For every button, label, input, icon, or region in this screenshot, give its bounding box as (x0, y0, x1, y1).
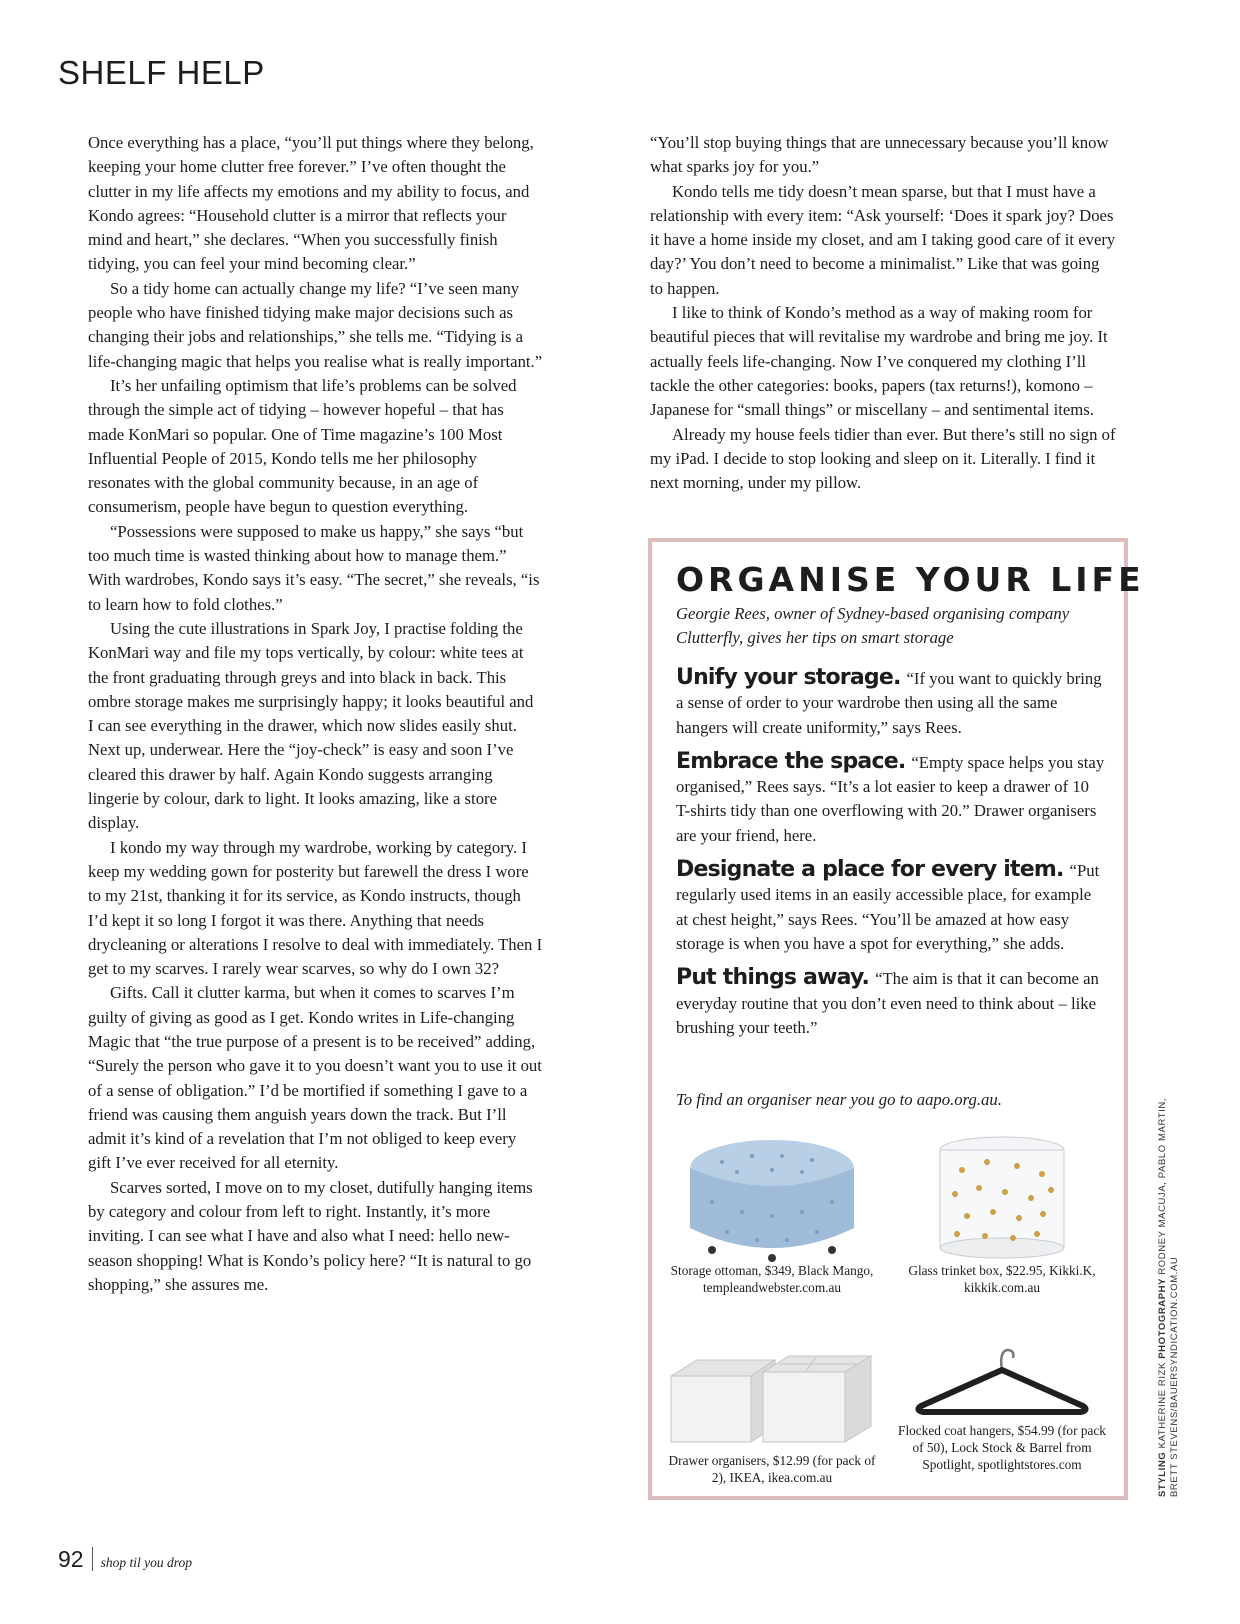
left-column (88, 131, 543, 1297)
product-caption: Drawer organisers, $12.99 (for pack of 2), IKEA, ikea.com.au (668, 1453, 876, 1485)
body-paragraph: I kondo my way through my wardrobe, working by category. I keep my wedding gown for posterity but farewell the dress I wore to my 21st, thanking it for its service, as Kondo instructs, though I’d kept it so long I forgot it was there. Anything that needs drycleaning or alterations I resolve to deal with immediately. Then I get to my scarves. I rarely wear scarves, so why do I own 32? (88, 837, 543, 979)
product-glass-trinket-box (892, 1132, 1112, 1296)
product-caption: Glass trinket box, $22.95, Kikki.K, kikkik.com.au (908, 1263, 1096, 1295)
organiser-link-text: To find an organiser near you go to aapo.org.au. (676, 1090, 1002, 1109)
trinket-box-image (927, 1132, 1077, 1262)
footer-divider (92, 1547, 93, 1571)
tip-item (676, 750, 1106, 848)
tip-title: Put things away. (676, 965, 870, 991)
body-paragraph: So a tidy home can actually change my life? “I’ve seen many people who have finished tidying make major decisions such as changing their jobs and relationships,” she tells me. “Tidying is a life-changing magic that helps you realise what is really important.” (88, 278, 543, 371)
body-paragraph: Once everything has a place, “you’ll put things where they belong, keeping your home clutter free forever.” I’ve often thought the clutter in my life affects my emotions and my ability to focus, and Kondo agrees: “Household clutter is a mirror that reflects your mind and heart,” she declares. “When you successfully finish tidying, you can feel your mind becoming clear.” (88, 133, 534, 274)
ottoman-image (682, 1132, 862, 1262)
credit-photo-names: RODNEY MACUJA, PABLO MARTIN, BRETT STEVENS/BAUERSYNDICATION.COM.AU (1157, 1097, 1180, 1497)
product-drawer-organisers (660, 1342, 884, 1486)
tip-item (676, 858, 1106, 956)
coat-hanger-image (907, 1342, 1097, 1422)
body-paragraph: Gifts. Call it clutter karma, but when it comes to scarves I’m guilty of giving as good as I get. Kondo writes in Life-changing Magic that “the true purpose of a present is to be received” adding, “Surely the person who gave it to you doesn’t want you to use it out of a sense of obligation.” I’d be mortified if something I gave to a friend was causing them anguish years down the track. But I’ll admit it’s kind of a revelation that I’m not obliged to keep every gift I’ve ever received for all eternity. (88, 983, 542, 1173)
page-footer (58, 1546, 192, 1573)
tip-item (676, 666, 1106, 740)
sidebar-intro: Georgie Rees, owner of Sydney-based organising company Clutterfly, gives her tips on smart storage (676, 604, 1070, 648)
product-caption: Storage ottoman, $349, Black Mango, templeandwebster.com.au (670, 1263, 874, 1295)
tip-item (676, 966, 1106, 1040)
product-caption: Flocked coat hangers, $54.99 (for pack of 50), Lock Stock & Barrel from Spotlight, spotlightstores.com (898, 1423, 1106, 1472)
page-number: 92 (58, 1546, 84, 1572)
right-column (650, 131, 1116, 495)
credit-styling-label: STYLING (1157, 1451, 1168, 1497)
drawer-organisers-image (667, 1342, 877, 1452)
tips-list (676, 666, 1106, 1050)
body-paragraph: Already my house feels tidier than ever. But there’s still no sign of my iPad. I decide to stop looking and sleep on it. Literally. I find it next morning, under my pillow. (650, 424, 1116, 493)
section-name: shop til you drop (100, 1555, 192, 1570)
body-paragraph: “Possessions were supposed to make us happy,” she says “but too much time is wasted thinking about how to manage them.” With wardrobes, Kondo says it’s easy. “The secret,” she reveals, “is to learn how to fold clothes.” (88, 521, 540, 614)
body-paragraph: “You’ll stop buying things that are unnecessary because you’ll know what sparks joy for you.” (650, 133, 1109, 177)
credit-photo-label: PHOTOGRAPHY (1157, 1277, 1168, 1359)
body-paragraph: Scarves sorted, I move on to my closet, dutifully hanging items by category and colour from left to right. Instantly, it’s more inviting. I can see what I have and also what I need: hello new-season shopping! What is Kondo’s policy here? “It is natural to go shopping,” she assures me. (88, 1177, 533, 1294)
body-paragraph: It’s her unfailing optimism that life’s problems can be solved through the simple act of tidying – however hopeful – that has made KonMari so popular. One of Time magazine’s 100 Most Influential People of 2015, Kondo tells me her philosophy resonates with the global community because, in an age of consumerism, people have begun to question everything. (88, 375, 517, 517)
tip-body: “If you want to quickly bring a sense of order to your wardrobe then using all the same hangers will create uniformity,” says Rees. (676, 669, 1102, 737)
credit-styling-name: KATHERINE RIZK (1157, 1362, 1168, 1449)
sidebar-heading: ORGANISE YOUR LIFE (676, 560, 1145, 599)
tip-body: “The aim is that it can become an everyday routine that you don’t even need to think about – like brushing your teeth.” (676, 969, 1099, 1037)
section-title: SHELF HELP (58, 54, 265, 91)
tip-body: “Put regularly used items in an easily accessible place, for example at chest height,” says Rees. “You’ll be amazed at how easy storage is when you have a spot for everything,” she adds. (676, 861, 1100, 953)
body-paragraph: Using the cute illustrations in Spark Joy, I practise folding the KonMari way and file my tops vertically, by colour: white tees at the front graduating through greys and into black in back. This ombre storage makes me surprisingly happy; it looks beautiful and I can see everything in the drawer, which now slides easily shut. Next up, underwear. Here the “joy-check” is easy and soon I’ve cleared this drawer by half. Again Kondo suggests arranging lingerie by colour, dark to light. It looks amazing, like a store display. (88, 618, 534, 833)
tip-title: Embrace the space. (676, 748, 906, 774)
product-storage-ottoman (660, 1132, 884, 1296)
organise-sidebar-box (648, 538, 1145, 1500)
photo-credit (1157, 1077, 1181, 1497)
tip-title: Designate a place for every item. (676, 857, 1064, 883)
body-paragraph: I like to think of Kondo’s method as a way of making room for beautiful pieces that will revitalise my wardrobe and bring me joy. It actually feels life-changing. Now I’ve conquered my clothing I’ll tackle the other categories: books, papers (tax returns!), komono – Japanese for “small things” or miscellany – and sentimental items. (650, 303, 1108, 420)
body-paragraph: Kondo tells me tidy doesn’t mean sparse, but that I must have a relationship with every item: “Ask yourself: ‘Does it spark joy? Does it have a home inside my closet, and am I taking good care of it every day?’ You don’t need to become a minimalist.” Like that was going to happen. (650, 181, 1116, 298)
tip-body: “Empty space helps you stay organised,” Rees says. “It’s a lot easier to keep a drawer of 10 T-shirts tidy than one overflowing with 20.” Drawer organisers are your friend, here. (676, 752, 1105, 845)
tip-title: Unify your storage. (676, 665, 901, 690)
product-coat-hangers (892, 1342, 1112, 1473)
